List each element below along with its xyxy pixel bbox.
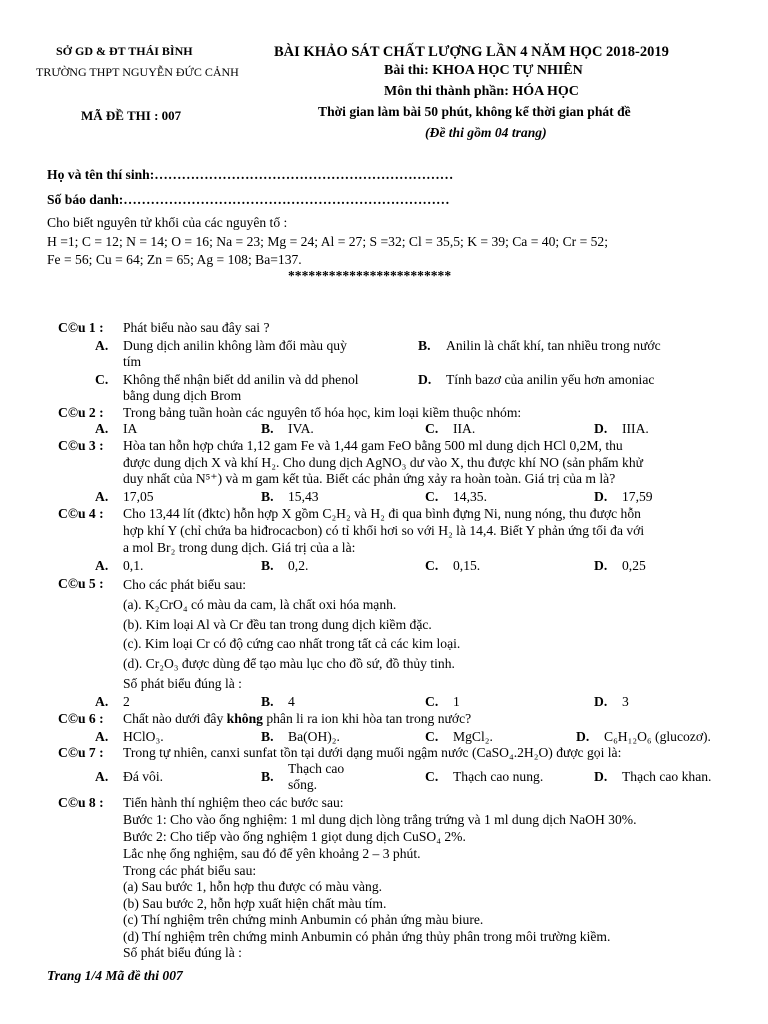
q5-statement-d: (d). Cr₂O₃ được dùng để tạo màu lục cho đồ sứ, đồ thủy tinh. (123, 656, 455, 671)
exam-component: Môn thi thành phần: HÓA HỌC (384, 84, 579, 99)
option-letter: C. (425, 769, 439, 784)
q1-option-c: Không thể nhận biết dd anilin và dd phenol (123, 372, 359, 387)
q5-statement-c: (c). Kim loại Cr có độ cứng cao nhất trong tất cả các kim loại. (123, 636, 461, 651)
option-letter: A. (95, 694, 109, 709)
q5-option-d: 3 (622, 694, 629, 709)
q2-option-a: IA (123, 421, 138, 436)
option-letter: C. (425, 421, 439, 436)
pages-note: (Đề thi gồm 04 trang) (425, 125, 547, 140)
q8-statement-d: (d) Thí nghiệm trên chứng minh Anbumin có phản ứng thủy phân trong môi trường kiềm. (123, 929, 611, 944)
q5-statement-b: (b). Kim loại Al và Cr đều tan trong dung dịch kiềm đặc. (123, 617, 432, 632)
question-8-label: C©u 8 : (58, 795, 104, 810)
question-3-line-2: được dung dịch X và khí H₂. Cho dung dịch AgNO₃ dư vào X, thu được khí NO (sản phẩm khử (123, 455, 643, 470)
option-letter: B. (261, 558, 274, 573)
question-3-line-1: Hòa tan hỗn hợp chứa 1,12 gam Fe và 1,44 gam FeO bằng 500 ml dung dịch HCl 0,2M, thu (123, 438, 623, 453)
atomic-mass-line-2: Fe = 56; Cu = 64; Zn = 65; Ag = 108; Ba=137. (47, 252, 302, 267)
question-5-stem: Cho các phát biểu sau: (123, 577, 247, 592)
option-letter: A. (95, 421, 109, 436)
question-3-line-3: duy nhất của N⁵⁺) và m gam kết tủa. Biết các phản ứng xảy ra hoàn toàn. Giá trị của m là? (123, 471, 616, 486)
option-letter: C. (425, 694, 439, 709)
q6-option-b: Ba(OH)₂. (288, 729, 340, 744)
option-letter: B. (418, 338, 431, 353)
question-4-line-1: Cho 13,44 lít (đktc) hỗn hợp X gồm C₂H₂ và H₂ đi qua bình đựng Ni, nung nóng, thu được hỗn (123, 506, 641, 521)
question-6-stem: Chất nào dưới đây không phân li ra ion khi hòa tan trong nước? (123, 711, 472, 726)
option-letter: D. (594, 769, 608, 784)
option-letter: A. (95, 558, 109, 573)
q5-statement-a: (a). K₂CrO₄ có màu da cam, là chất oxi hóa mạnh. (123, 597, 397, 612)
atomic-mass-intro: Cho biết nguyên tử khối của các nguyên tố : (47, 215, 288, 230)
q8-step-1: Bước 1: Cho vào ống nghiệm: 1 ml dung dịch lòng trắng trứng và 1 ml dung dịch NaOH 30%. (123, 812, 637, 827)
page-footer: Trang 1/4 Mã đề thi 007 (47, 968, 183, 983)
q1-option-a-cont: tím (123, 354, 142, 369)
school-name: TRƯỜNG THPT NGUYỄN ĐỨC CẢNH (36, 65, 239, 79)
option-letter: A. (95, 489, 109, 504)
separator-stars: ************************ (288, 268, 452, 283)
q7-option-a: Đá vôi. (123, 769, 164, 784)
option-letter: D. (576, 729, 590, 744)
q3-option-b: 15,43 (288, 489, 319, 504)
option-letter: D. (594, 421, 608, 436)
option-letter: C. (425, 729, 439, 744)
option-letter: D. (594, 694, 608, 709)
q1-option-a: Dung dịch anilin không làm đổi màu quỳ (123, 338, 347, 353)
option-letter: B. (261, 694, 274, 709)
option-letter: D. (594, 489, 608, 504)
student-name-field: Họ và tên thí sinh:………………………………………………………… (47, 167, 454, 182)
option-letter: A. (95, 769, 109, 784)
question-1-label: C©u 1 : (58, 320, 104, 335)
question-7-label: C©u 7 : (58, 745, 104, 760)
q8-statement-c: (c) Thí nghiệm trên chứng minh Anbumin có phản ứng màu biure. (123, 912, 484, 927)
q6-option-d: C₆H₁₂O₆ (glucozơ). (604, 729, 711, 744)
question-7-stem: Trong tự nhiên, canxi sunfat tồn tại dưới dạng muối ngậm nước (CaSO₄.2H₂O) được gọi là: (123, 745, 622, 760)
q4-option-d: 0,25 (622, 558, 646, 573)
q8-statement-b: (b) Sau bước 2, hỗn hợp xuất hiện chất màu tím. (123, 896, 387, 911)
q2-option-c: IIA. (453, 421, 476, 436)
q7-option-d: Thạch cao khan. (622, 769, 712, 784)
q3-option-d: 17,59 (622, 489, 653, 504)
question-4-line-3: a mol Br₂ trong dung dịch. Giá trị của a là: (123, 540, 356, 555)
question-4-line-2: hợp khí Y (chỉ chứa ba hiđrocacbon) có tỉ khối hơi so với H₂ là 14,4. Biết Y phản ứng tối đa với (123, 523, 645, 538)
q3-option-c: 14,35. (453, 489, 487, 504)
student-id-field: Số báo danh:……………………………………………………………… (47, 192, 450, 207)
option-letter: B. (261, 769, 274, 784)
question-2-stem: Trong bảng tuần hoàn các nguyên tố hóa học, kim loại kiềm thuộc nhóm: (123, 405, 522, 420)
option-letter: C. (95, 372, 109, 387)
option-letter: D. (418, 372, 432, 387)
q2-option-b: IVA. (288, 421, 314, 436)
question-6-label: C©u 6 : (58, 711, 104, 726)
q4-option-b: 0,2. (288, 558, 309, 573)
exam-time: Thời gian làm bài 50 phút, không kể thời gian phát đề (318, 104, 631, 119)
question-8-stem: Tiến hành thí nghiệm theo các bước sau: (123, 795, 344, 810)
q2-option-d: IIIA. (622, 421, 649, 436)
q6-option-a: HClO₃. (123, 729, 164, 744)
option-letter: D. (594, 558, 608, 573)
q5-option-c: 1 (453, 694, 460, 709)
option-letter: C. (425, 489, 439, 504)
q7-option-c: Thạch cao nung. (453, 769, 544, 784)
q5-option-b: 4 (288, 694, 295, 709)
question-2-label: C©u 2 : (58, 405, 104, 420)
q6-option-c: MgCl₂. (453, 729, 493, 744)
q3-option-a: 17,05 (123, 489, 154, 504)
department-name: SỞ GD & ĐT THÁI BÌNH (56, 44, 193, 58)
q4-option-a: 0,1. (123, 558, 144, 573)
option-letter: A. (95, 729, 109, 744)
exam-title: BÀI KHẢO SÁT CHẤT LƯỢNG LẦN 4 NĂM HỌC 2018-2019 (274, 44, 669, 60)
exam-subject: Bài thi: KHOA HỌC TỰ NHIÊN (384, 63, 583, 78)
question-3-label: C©u 3 : (58, 438, 104, 453)
option-letter: A. (95, 338, 109, 353)
question-4-label: C©u 4 : (58, 506, 104, 521)
q5-option-a: 2 (123, 694, 130, 709)
option-letter: B. (261, 729, 274, 744)
q7-option-b-cont: sống. (288, 777, 318, 792)
q1-option-b: Anilin là chất khí, tan nhiều trong nước (446, 338, 661, 353)
option-letter: B. (261, 489, 274, 504)
q8-ask: Số phát biểu đúng là : (123, 945, 242, 960)
question-5-label: C©u 5 : (58, 576, 104, 591)
atomic-mass-line-1: H =1; C = 12; N = 14; O = 16; Na = 23; Mg = 24; Al = 27; S =32; Cl = 35,5; K = 39; Ca = 40; Cr = 52; (47, 234, 609, 249)
q8-statement-a: (a) Sau bước 1, hỗn hợp thu được có màu vàng. (123, 879, 383, 894)
q8-intro: Trong các phát biểu sau: (123, 863, 257, 878)
q1-option-c-cont: bằng dung dịch Brom (123, 388, 242, 403)
option-letter: B. (261, 421, 274, 436)
q7-option-b: Thạch cao (288, 761, 345, 776)
question-1-stem: Phát biểu nào sau đây sai ? (123, 320, 270, 335)
option-letter: C. (425, 558, 439, 573)
q5-ask: Số phát biểu đúng là : (123, 676, 242, 691)
q1-option-d: Tính bazơ của anilin yếu hơn amoniac (446, 372, 655, 387)
q8-step-3: Lắc nhẹ ống nghiệm, sau đó để yên khoảng 2 – 3 phút. (123, 846, 421, 861)
q8-step-2: Bước 2: Cho tiếp vào ống nghiệm 1 giọt dung dịch CuSO₄ 2%. (123, 829, 466, 844)
q4-option-c: 0,15. (453, 558, 481, 573)
exam-code: MÃ ĐỀ THI : 007 (81, 108, 182, 123)
